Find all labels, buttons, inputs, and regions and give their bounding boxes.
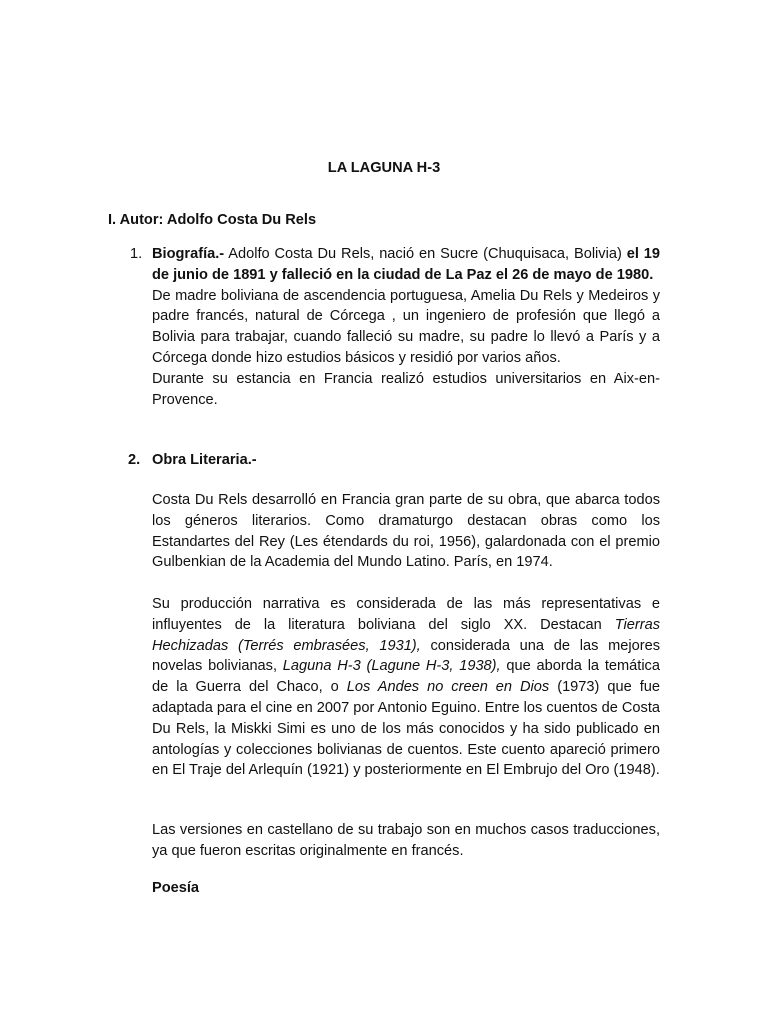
- biografia-label: Biografía.-: [152, 246, 225, 262]
- biografia-paragraph-2: De madre boliviana de ascendencia portuguesa, Amelia Du Rels y Medeiros y padre francés, natural de Córcega , un ingeniero de profesión que llegó a Bolivia para trabajar, cuando falleció su madre, su padre lo llevó a París y a Córcega donde hizo estudios básicos y residió por varios años.: [152, 287, 660, 366]
- obra-p2-italic-3: Los Andes no creen en Dios: [346, 679, 550, 696]
- obra-p2-text-d: (1973) que fue adaptada para el cine en 2007 por Antonio Eguino. Entre los cuentos de Costa Du Rels, la Miskki Simi es uno de los más conocidos y ha sido publicado en antologías y colecciones bolivianas de cuentos. Este cuento apareció primero en El Traje del Arlequín (1921) y posteriormente en El Embrujo del Oro (1948).: [152, 679, 660, 779]
- biografia-paragraph-1: [152, 244, 660, 286]
- obra-p2-italic-1: Tierras Hechizadas (Terrés embrasées, 1931),: [152, 616, 660, 654]
- obra-p2-text-a: Su producción narrativa es considerada de las más representativas e influyentes de la literatura boliviana del siglo XX. Destacan: [152, 596, 660, 633]
- section-heading-author: I. Autor: Adolfo Costa Du Rels: [108, 212, 317, 228]
- list-item-obra-literaria: [128, 450, 660, 471]
- list-number-2: 2.: [128, 452, 141, 468]
- obra-p2-text-b: considerada una de las mejores novelas bolivianas,: [152, 637, 660, 675]
- obra-paragraph-3: Las versiones en castellano de su trabajo son en muchos casos traducciones, ya que fueron escritas originalmente en francés.: [152, 822, 660, 859]
- biografia-text: Adolfo Costa Du Rels, nació en Sucre (Chuquisaca, Bolivia): [224, 246, 627, 262]
- list-number-1: 1.: [130, 246, 143, 262]
- obra-paragraph-1: Costa Du Rels desarrolló en Francia gran parte de su obra, que abarca todos los géneros literarios. Como dramaturgo destacan obras como los Estandartes del Rey (Les étendards du roi, 1956), galardonada con el premio Gulbenkian de la Academia del Mundo Latino. París, en 1974.: [152, 492, 660, 571]
- document-title: LA LAGUNA H-3: [327, 160, 441, 176]
- obra-literaria-label: Obra Literaria.-: [152, 452, 257, 468]
- obra-p2-text-c: que aborda la temática de la Guerra del Chaco, o: [152, 658, 660, 696]
- obra-p2-italic-2: Laguna H-3 (Lagune H-3, 1938),: [282, 658, 501, 675]
- list-item-biografia: [130, 244, 660, 410]
- biografia-paragraph-3: Durante su estancia en Francia realizó estudios universitarios en Aix-en-Provence.: [152, 370, 660, 408]
- poesia-heading: Poesía: [152, 880, 200, 896]
- obra-paragraph-2: [152, 594, 660, 781]
- biografia-dates: el 19 de junio de 1891 y falleció en la ciudad de La Paz el 26 de mayo de 1980.: [152, 246, 660, 283]
